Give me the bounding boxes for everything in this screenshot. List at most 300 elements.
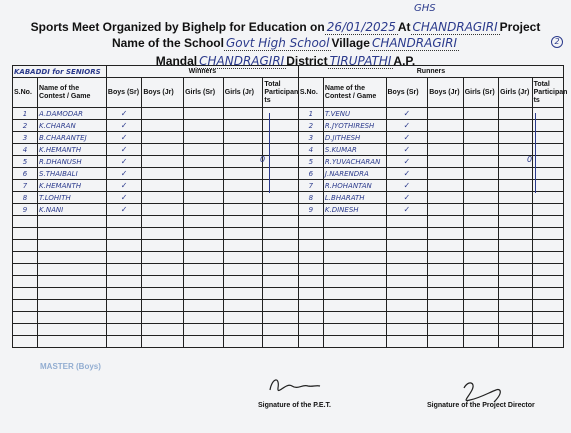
header-line-2 xyxy=(0,36,571,51)
winners-cell xyxy=(223,288,263,300)
runners-cell xyxy=(463,204,498,216)
winners-cell xyxy=(223,180,263,192)
runners-tick-mark: ✓ xyxy=(386,156,428,168)
runners-cell xyxy=(428,132,463,144)
runners-cell xyxy=(532,120,563,132)
runners-cell xyxy=(532,252,563,264)
runners-cell xyxy=(499,132,532,144)
runners-serial: 8 xyxy=(298,192,323,204)
runners-cell xyxy=(532,264,563,276)
winners-name: R.DHANUSH xyxy=(38,156,107,168)
winners-cell xyxy=(38,240,107,252)
winners-cell xyxy=(263,288,298,300)
runners-cell xyxy=(323,288,386,300)
runners-cell xyxy=(298,240,323,252)
runners-cell xyxy=(298,216,323,228)
runners-heading: Runners xyxy=(298,66,563,78)
winners-name: K.NANI xyxy=(38,204,107,216)
winners-tick-mark: ✓ xyxy=(106,192,141,204)
winners-cell xyxy=(13,228,38,240)
runners-name: R.JYOTHIRESH xyxy=(323,120,386,132)
place-field: CHANDRAGIRI xyxy=(412,20,498,34)
runners-serial: 7 xyxy=(298,180,323,192)
runners-cell xyxy=(428,324,463,336)
runners-cell xyxy=(463,192,498,204)
winners-serial: 6 xyxy=(13,168,38,180)
runners-tick-mark: ✓ xyxy=(386,180,428,192)
winners-cell xyxy=(184,312,224,324)
winners-cell xyxy=(184,324,224,336)
runners-cell xyxy=(298,336,323,348)
winners-cell xyxy=(223,144,263,156)
runners-cell xyxy=(323,240,386,252)
winners-cell xyxy=(263,264,298,276)
winners-cell xyxy=(223,108,263,120)
winners-cell xyxy=(263,240,298,252)
runners-cell xyxy=(499,144,532,156)
winners-serial: 2 xyxy=(13,120,38,132)
winners-cell xyxy=(184,264,224,276)
winners-cell xyxy=(184,216,224,228)
runners-cell xyxy=(499,240,532,252)
runners-cell xyxy=(532,240,563,252)
runners-cell xyxy=(532,192,563,204)
runners-cell xyxy=(428,204,463,216)
table-row xyxy=(13,228,564,240)
runners-cell xyxy=(323,312,386,324)
runners-cell xyxy=(323,276,386,288)
winners-cell xyxy=(223,336,263,348)
runners-cell xyxy=(463,228,498,240)
winners-serial: 7 xyxy=(13,180,38,192)
runners-cell xyxy=(298,324,323,336)
runners-serial: 1 xyxy=(298,108,323,120)
winners-cell xyxy=(263,204,298,216)
winners-cell xyxy=(223,324,263,336)
winners-name: B.CHARANTEJ xyxy=(38,132,107,144)
table-row xyxy=(13,144,564,156)
winners-cell xyxy=(106,240,141,252)
runners-cell xyxy=(499,168,532,180)
winners-cell xyxy=(263,336,298,348)
winners-cell xyxy=(263,312,298,324)
runners-cell xyxy=(499,252,532,264)
runners-cell xyxy=(428,276,463,288)
winners-col-header: Girls (Jr) xyxy=(223,78,263,108)
runners-cell xyxy=(298,228,323,240)
runners-col-header: Name of the Contest / Game xyxy=(323,78,386,108)
runners-col-header: Boys (Sr) xyxy=(386,78,428,108)
date-field: 26/01/2025 xyxy=(326,20,396,34)
winners-cell xyxy=(38,252,107,264)
runners-cell xyxy=(463,264,498,276)
runners-cell xyxy=(463,336,498,348)
table-row xyxy=(13,216,564,228)
winners-cell xyxy=(184,144,224,156)
total-line-winners xyxy=(269,113,270,193)
winners-cell xyxy=(184,276,224,288)
runners-cell xyxy=(499,204,532,216)
winners-tick-mark: ✓ xyxy=(106,204,141,216)
winners-serial: 4 xyxy=(13,144,38,156)
runners-cell xyxy=(428,288,463,300)
runners-cell xyxy=(499,312,532,324)
runners-cell xyxy=(428,312,463,324)
runners-cell xyxy=(463,312,498,324)
winners-cell xyxy=(106,276,141,288)
winners-cell xyxy=(184,156,224,168)
runners-serial: 9 xyxy=(298,204,323,216)
winners-col-header: Total Participan ts xyxy=(263,78,298,108)
winners-tick-mark: ✓ xyxy=(106,144,141,156)
winners-cell xyxy=(142,168,184,180)
winners-cell xyxy=(13,324,38,336)
winners-serial: 8 xyxy=(13,192,38,204)
runners-col-header: Girls (Jr) xyxy=(499,78,532,108)
table-row xyxy=(13,276,564,288)
winners-cell xyxy=(106,288,141,300)
winners-cell xyxy=(38,312,107,324)
runners-cell xyxy=(499,288,532,300)
runners-cell xyxy=(532,300,563,312)
winners-tick-mark: ✓ xyxy=(106,156,141,168)
table-row xyxy=(13,252,564,264)
director-signature-label: Signature of the Project Director xyxy=(427,402,535,409)
runners-tick-mark: ✓ xyxy=(386,120,428,132)
table-row xyxy=(13,168,564,180)
runners-cell xyxy=(532,312,563,324)
winners-cell xyxy=(223,312,263,324)
runners-cell xyxy=(323,228,386,240)
winners-col-header: Boys (Jr) xyxy=(142,78,184,108)
runners-cell xyxy=(463,180,498,192)
runners-cell xyxy=(386,252,428,264)
winners-cell xyxy=(263,276,298,288)
runners-cell xyxy=(463,144,498,156)
runners-cell xyxy=(428,240,463,252)
runners-col-header: Total Participan ts xyxy=(532,78,563,108)
runners-name: D.JITHESH xyxy=(323,132,386,144)
winners-cell xyxy=(106,312,141,324)
runners-cell xyxy=(499,120,532,132)
winners-cell xyxy=(38,264,107,276)
runners-cell xyxy=(298,300,323,312)
runners-name: S.KUMAR xyxy=(323,144,386,156)
winners-col-header: Girls (Sr) xyxy=(184,78,224,108)
winners-cell xyxy=(106,264,141,276)
winners-serial: 5 xyxy=(13,156,38,168)
runners-cell xyxy=(386,312,428,324)
runners-serial: 3 xyxy=(298,132,323,144)
winners-cell xyxy=(38,216,107,228)
winners-cell xyxy=(13,288,38,300)
runners-total: 0 xyxy=(527,155,533,164)
runners-cell xyxy=(428,252,463,264)
winners-cell xyxy=(142,204,184,216)
winners-cell xyxy=(184,120,224,132)
runners-serial: 5 xyxy=(298,156,323,168)
winners-cell xyxy=(223,155,266,168)
winners-cell xyxy=(38,228,107,240)
runners-cell xyxy=(463,276,498,288)
runners-cell xyxy=(463,156,498,168)
runners-tick-mark: ✓ xyxy=(386,144,428,156)
results-table xyxy=(12,65,568,348)
runners-cell xyxy=(499,228,532,240)
winners-cell xyxy=(184,180,224,192)
runners-cell xyxy=(386,264,428,276)
winners-cell xyxy=(13,312,38,324)
winners-col-header: Name of the Contest / Game xyxy=(38,78,107,108)
runners-cell xyxy=(386,324,428,336)
pet-signature-label: Signature of the P.E.T. xyxy=(258,402,331,409)
state-label: A.P. xyxy=(393,54,416,68)
winners-cell xyxy=(13,336,38,348)
district-label: District xyxy=(286,54,328,68)
winners-cell xyxy=(223,120,263,132)
winners-cell xyxy=(223,252,263,264)
winners-name: K.HEMANTH xyxy=(38,144,107,156)
winners-cell xyxy=(184,192,224,204)
winners-cell xyxy=(263,324,298,336)
winners-cell xyxy=(142,312,184,324)
runners-name: R.YUVACHARAN xyxy=(323,156,386,168)
winners-cell xyxy=(106,228,141,240)
runners-cell xyxy=(428,156,463,168)
runners-name: J.NARENDRA xyxy=(323,168,386,180)
winners-cell xyxy=(263,300,298,312)
winners-name: A.DAMODAR xyxy=(38,108,107,120)
winners-cell xyxy=(142,180,184,192)
at-label: At xyxy=(397,20,411,34)
school-label: Name of the School xyxy=(111,36,224,50)
runners-cell xyxy=(323,216,386,228)
village-label: Village xyxy=(331,36,370,50)
winners-heading: Winners xyxy=(106,66,298,78)
winners-col-header: S.No. xyxy=(13,78,38,108)
winners-serial: 9 xyxy=(13,204,38,216)
column-header-row xyxy=(13,78,564,108)
runners-cell xyxy=(463,240,498,252)
runners-cell xyxy=(428,264,463,276)
winners-cell xyxy=(263,192,298,204)
runners-cell xyxy=(428,192,463,204)
runners-cell xyxy=(298,312,323,324)
winners-cell xyxy=(142,192,184,204)
event-name: KABADDI for SENIORS xyxy=(13,66,107,78)
pet-signature-mark xyxy=(262,372,322,402)
table-row xyxy=(13,192,564,204)
winners-cell xyxy=(184,132,224,144)
winners-cell xyxy=(142,156,184,168)
winners-cell xyxy=(13,264,38,276)
runners-name: L.BHARATH xyxy=(323,192,386,204)
mandal-label: Mandal xyxy=(155,54,198,68)
runners-col-header: S.No. xyxy=(298,78,323,108)
project-label: Project xyxy=(499,20,541,34)
runners-cell xyxy=(532,108,563,120)
winners-cell xyxy=(184,300,224,312)
winners-cell xyxy=(142,132,184,144)
runners-cell xyxy=(463,252,498,264)
winners-cell xyxy=(142,108,184,120)
runners-cell xyxy=(499,108,532,120)
runners-cell xyxy=(323,336,386,348)
winners-tick-mark: ✓ xyxy=(106,132,141,144)
runners-cell xyxy=(323,300,386,312)
winners-cell xyxy=(142,252,184,264)
runners-cell xyxy=(298,264,323,276)
runners-cell xyxy=(499,192,532,204)
runners-cell xyxy=(532,288,563,300)
winners-col-header: Boys (Sr) xyxy=(106,78,141,108)
table-row xyxy=(13,120,564,132)
winners-tick-mark: ✓ xyxy=(106,108,141,120)
winners-cell xyxy=(223,276,263,288)
winners-cell xyxy=(184,240,224,252)
winners-cell xyxy=(223,228,263,240)
winners-cell xyxy=(106,252,141,264)
runners-cell xyxy=(463,120,498,132)
mandal-field: CHANDRAGIRI xyxy=(199,54,285,68)
winners-cell xyxy=(106,300,141,312)
runners-cell xyxy=(323,264,386,276)
runners-cell xyxy=(499,216,532,228)
header-line-1 xyxy=(0,20,571,35)
winners-cell xyxy=(263,252,298,264)
runners-col-header: Girls (Sr) xyxy=(463,78,498,108)
runners-serial: 6 xyxy=(298,168,323,180)
table-row xyxy=(13,180,564,192)
runners-col-header: Boys (Jr) xyxy=(428,78,463,108)
table-row xyxy=(13,300,564,312)
winners-cell xyxy=(38,300,107,312)
runners-cell xyxy=(463,324,498,336)
winners-cell xyxy=(13,276,38,288)
winners-cell xyxy=(142,324,184,336)
winners-cell xyxy=(142,240,184,252)
total-line-runners xyxy=(535,113,536,193)
table-row xyxy=(13,264,564,276)
runners-tick-mark: ✓ xyxy=(386,168,428,180)
winners-cell xyxy=(142,216,184,228)
page-mark: 2 xyxy=(551,36,563,48)
winners-cell xyxy=(223,216,263,228)
runners-cell xyxy=(532,132,563,144)
winners-cell xyxy=(184,204,224,216)
runners-name: K.DINESH xyxy=(323,204,386,216)
table-row xyxy=(13,324,564,336)
runners-cell xyxy=(532,204,563,216)
winners-cell xyxy=(223,132,263,144)
village-field: CHANDRAGIRI xyxy=(371,36,458,50)
runners-cell xyxy=(428,108,463,120)
runners-cell xyxy=(386,336,428,348)
runners-cell xyxy=(386,288,428,300)
winners-name: S.THAIBALI xyxy=(38,168,107,180)
table-row xyxy=(13,108,564,120)
runners-cell xyxy=(386,228,428,240)
winners-cell xyxy=(142,264,184,276)
runners-cell xyxy=(463,132,498,144)
title-text: Sports Meet Organized by Bighelp for Education on xyxy=(30,20,325,34)
runners-cell xyxy=(428,336,463,348)
runners-cell xyxy=(386,216,428,228)
winners-cell xyxy=(106,324,141,336)
winners-cell xyxy=(142,336,184,348)
winners-cell xyxy=(263,216,298,228)
runners-cell xyxy=(532,156,563,168)
winners-cell xyxy=(223,168,263,180)
school-type-note: GHS xyxy=(414,3,436,14)
runners-cell xyxy=(428,228,463,240)
runners-cell xyxy=(499,264,532,276)
runners-cell xyxy=(532,168,563,180)
table-row xyxy=(13,132,564,144)
winners-cell xyxy=(38,276,107,288)
runners-cell xyxy=(499,300,532,312)
winners-cell xyxy=(38,336,107,348)
runners-cell xyxy=(499,336,532,348)
runners-cell xyxy=(532,144,563,156)
table-row xyxy=(13,312,564,324)
runners-cell xyxy=(499,276,532,288)
winners-cell xyxy=(184,228,224,240)
runners-cell xyxy=(428,168,463,180)
runners-name: T.VENU xyxy=(323,108,386,120)
runners-cell xyxy=(428,300,463,312)
runners-cell xyxy=(298,252,323,264)
winners-cell xyxy=(223,240,263,252)
winners-serial: 1 xyxy=(13,108,38,120)
winners-cell xyxy=(223,300,263,312)
runners-cell xyxy=(428,120,463,132)
district-field: TIRUPATHI xyxy=(329,54,392,68)
school-field: Govt High School xyxy=(225,36,330,50)
winners-cell xyxy=(263,228,298,240)
winners-tick-mark: ✓ xyxy=(106,180,141,192)
winners-tick-mark: ✓ xyxy=(106,120,141,132)
winners-name: K.CHARAN xyxy=(38,120,107,132)
table-row xyxy=(13,204,564,216)
runners-cell xyxy=(463,288,498,300)
runners-tick-mark: ✓ xyxy=(386,192,428,204)
runners-cell xyxy=(386,300,428,312)
runners-cell xyxy=(298,276,323,288)
runners-cell xyxy=(499,324,532,336)
runners-tick-mark: ✓ xyxy=(386,204,428,216)
table-row xyxy=(13,156,564,168)
winners-cell xyxy=(142,120,184,132)
winners-cell xyxy=(184,168,224,180)
runners-cell xyxy=(386,276,428,288)
winners-cell xyxy=(223,204,263,216)
runners-cell xyxy=(298,288,323,300)
winners-cell xyxy=(142,228,184,240)
winners-cell xyxy=(142,300,184,312)
winners-cell xyxy=(142,276,184,288)
table-row xyxy=(13,336,564,348)
runners-cell xyxy=(428,216,463,228)
winners-cell xyxy=(13,240,38,252)
winners-cell xyxy=(13,216,38,228)
winners-cell xyxy=(223,192,263,204)
runners-name: R.HOHANTAN xyxy=(323,180,386,192)
runners-tick-mark: ✓ xyxy=(386,108,428,120)
runners-cell xyxy=(532,336,563,348)
winners-cell xyxy=(184,252,224,264)
runners-cell xyxy=(386,240,428,252)
